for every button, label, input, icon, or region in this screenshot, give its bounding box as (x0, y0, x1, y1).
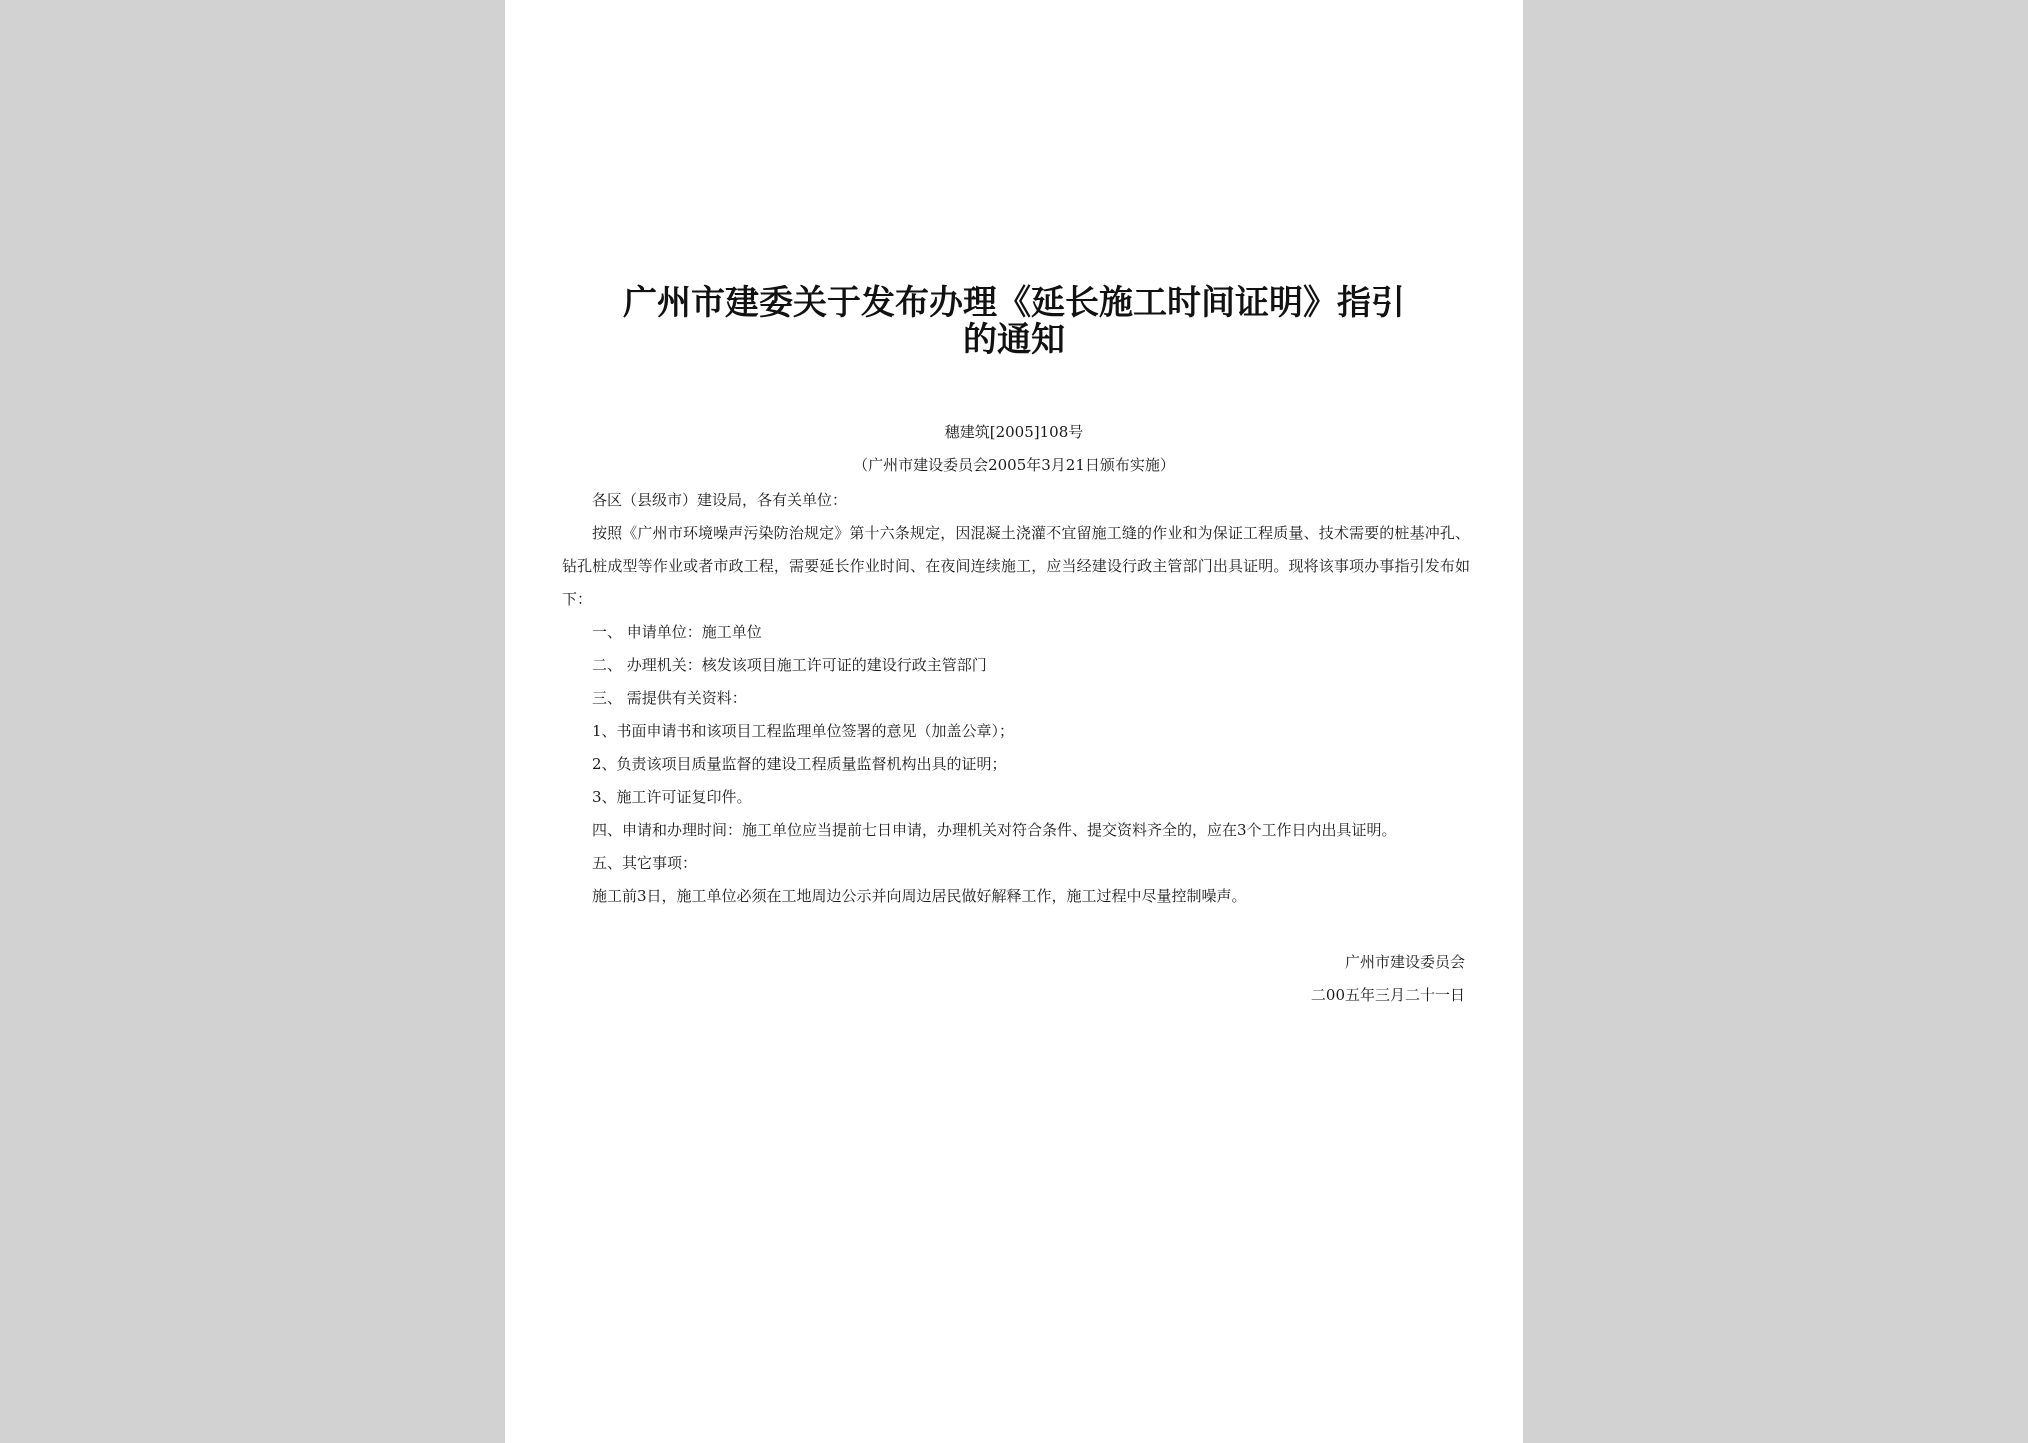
signature-org: 广州市建设委员会 (1344, 953, 1465, 971)
intro-paragraph: 按照《广州市环境噪声污染防治规定》第十六条规定，因混凝土浇灌不宜留施工缝的作业和为保证工程质量、技术需要的桩基冲孔、钻孔桩成型等作业或者市政工程，需要延长作业时间、在夜间连续施工，应当经建设行政主管部门出具证明。现将该事项办事指引发布如下： (562, 524, 1470, 608)
item-other: 五、其它事项： (592, 854, 698, 872)
issued-by-note: （广州市建设委员会2005年3月21日颁布实施） (853, 456, 1175, 474)
title-line-2: 的通知 (963, 319, 1065, 360)
item-timing: 四、申请和办理时间：施工单位应当提前七日申请，办理机关对符合条件、提交资料齐全的，应在3个工作日内出具证明。 (592, 821, 1397, 839)
title-line-1: 广州市建委关于发布办理《延长施工时间证明》指引 (623, 282, 1405, 323)
item-authority: 二、 办理机关：核发该项目施工许可证的建设行政主管部门 (592, 656, 987, 674)
signature-block (1311, 946, 1465, 1012)
item-material-3: 3、施工许可证复印件。 (592, 788, 752, 806)
item-materials: 三、 需提供有关资料： (592, 689, 747, 707)
signature-date: 二00五年三月二十一日 (1310, 986, 1465, 1004)
item-material-2: 2、负责该项目质量监督的建设工程质量监督机构出具的证明； (592, 755, 1007, 773)
document-page (505, 0, 1523, 1443)
document-title (545, 282, 1483, 360)
document-number: 穗建筑[2005]108号 (944, 423, 1084, 441)
item-material-1: 1、书面申请书和该项目工程监理单位签署的意见（加盖公章）； (592, 722, 1015, 740)
item-other-detail: 施工前3日，施工单位必须在工地周边公示并向周边居民做好解释工作，施工过程中尽量控制噪声。 (592, 887, 1247, 905)
salutation: 各区（县级市）建设局，各有关单位： (592, 491, 848, 509)
item-applicant: 一、 申请单位：施工单位 (592, 623, 762, 641)
document-body (562, 484, 1470, 913)
